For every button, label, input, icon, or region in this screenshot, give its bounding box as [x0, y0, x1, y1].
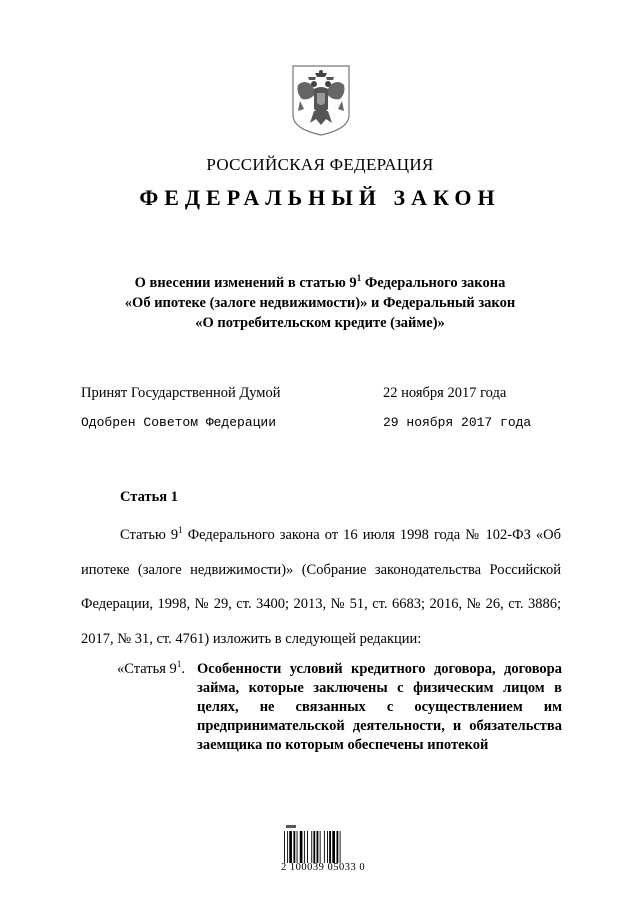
law-title: [60, 273, 580, 333]
barcode-bar: [320, 831, 321, 863]
barcode-bar: [284, 831, 285, 863]
barcode-bar: [300, 831, 303, 863]
barcode-mark: [286, 825, 296, 828]
barcode-bar: [307, 831, 308, 863]
title-line-3: «О потребительском кредите (займе)»: [195, 315, 445, 331]
duma-label: Принят Государственной Думой: [81, 385, 281, 401]
barcode-bar: [332, 831, 335, 863]
barcode-bar: [311, 831, 312, 863]
barcode-number: 2 100039 05033 0: [280, 862, 366, 873]
barcode-bar: [304, 831, 305, 863]
barcode-bar: [324, 831, 325, 863]
barcode-bar: [297, 831, 298, 863]
title-line-2: «Об ипотеке (залоге недвижимости)» и Федеральный закон: [124, 295, 516, 311]
barcode-bar: [287, 831, 288, 863]
barcode: [282, 825, 362, 865]
council-date: 29 ноября 2017 года: [383, 415, 532, 430]
barcode-bar: [340, 831, 341, 863]
barcode-bar: [289, 831, 292, 863]
article-1-heading: Статья 1: [120, 489, 178, 505]
coat-of-arms-emblem: [290, 63, 352, 137]
article-1-text: Статью $9^1$ Федерального закона от 16 июля 1998 года № 102-ФЗ «Об ипотеке (залоге недвижимости)» (Собрание законодательства Российской Федерации, 1998, № 29, ст. 3400; 2013, № 51, ст. 6683; 2016, № 26, ст. 3886; 2017, № 31, ст. 4761) изложить в следующей редакции:: [81, 525, 561, 647]
council-label: Одобрен Советом Федерации: [81, 415, 277, 430]
country-name: РОССИЙСКАЯ ФЕДЕРАЦИЯ: [206, 155, 434, 174]
barcode-bar: [327, 831, 328, 863]
barcode-bar: [293, 831, 295, 863]
barcode-bar: [329, 831, 331, 863]
barcode-bar: [313, 831, 315, 863]
barcode-bar: [317, 831, 319, 863]
new-article-prefix: «Статья $9^1$.: [117, 659, 185, 677]
new-article-heading: Особенности условий кредитного договора, договора займа, которые заключены с физическим лицом в целях, не связанных с осуществлением им предпринимательской деятельности, и обязательства заемщика по которым обеспечены ипотекой: [197, 661, 562, 753]
title-line-1: О внесении изменений в статью $9^1$ Федерального закона: [134, 273, 506, 291]
duma-date: 22 ноября 2017 года: [383, 385, 507, 401]
barcode-bar: [337, 831, 339, 863]
document-type: ФЕДЕРАЛЬНЫЙ ЗАКОН: [139, 185, 501, 210]
